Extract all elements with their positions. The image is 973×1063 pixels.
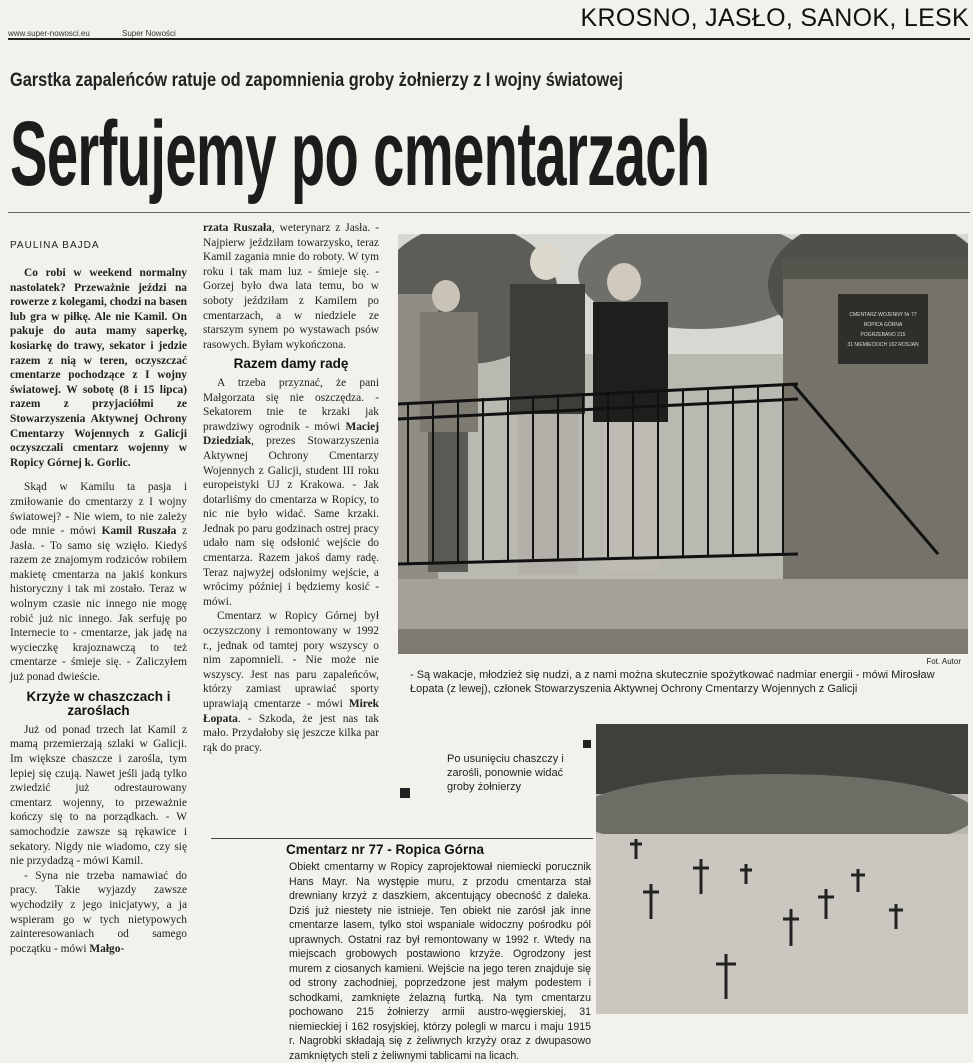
section-title: KROSNO, JASŁO, SANOK, LESK: [580, 4, 969, 32]
graves-photo: [596, 724, 968, 1014]
paragraph: Już od ponad trzech lat Kamil z mamą przemierzają szlaki w Galicji. Im większe chaszcze i zarośla, tym lepiej się czują. Nawet jeśli jadą tylko zwiedzić już odrestaurowany cmentarz wojenny, to przeważnie kończy się to na porządkach. - W samochodzie zawsze są rękawice i sekatory. Nigdy nie wiadomo, czy się nie przydadzą - mówi Kamil.: [10, 723, 187, 868]
graves-illustration: [596, 724, 968, 1014]
byline: PAULINA BAJDA: [10, 240, 100, 251]
subheading: Razem damy radę: [233, 356, 349, 372]
group-photo: [398, 234, 968, 654]
photo-caption: - Są wakacje, młodzież się nudzi, a z nami można skutecznie spożytkować nadmiar energii - mówi Mirosław Łopata (z lewej), członek Stowarzyszenia Aktywnej Ochrony Cmentarzy Wojennych z Galicji: [410, 669, 935, 695]
article-lead: Co robi w weekend normalny nastolatek? Przeważnie jeździ na rowerze z kolegami, chodzi na basen lub gra w piłkę. Ale nie Kamil. On pakuje do auta mamy saperkę, kosiarkę do trawy, sekator i jedzie razem z nią w teren, oczyszczać cmentarze pochodzące z I wojny światowej. W sobotę (8 i 15 lipca) razem z przyjaciółmi ze Stowarzyszenia Aktywnej Ochrony Cmentarzy Wojennych z Galicji oczyszczali cmentarz wojenny w Ropicy Górnej k. Gorlic.: [10, 267, 187, 469]
article-kicker: Garstka zapaleńców ratuje od zapomnienia groby żołnierzy z I wojny światowej: [10, 70, 623, 91]
svg-text:POGRZEBANO 215: POGRZEBANO 215: [860, 332, 906, 338]
svg-text:ROPICA GÓRNA: ROPICA GÓRNA: [863, 322, 903, 328]
cemetery-gate-illustration: [398, 234, 968, 654]
paragraph: Cmentarz w Ropicy Górnej był oczyszczony i remontowany w 1992 r., jednak od tamtej pory wszyscy o nim zapomnieli. - Nie może nie wszyscy. Jest nas paru zapaleńców, którzy zamiast uprawiać sporty uprawiają cmentarze - mówi Mirek Łopata. - Szkoda, że jest nas tak mało. Przydałoby się jeszcze kilka par rąk do pracy.: [203, 610, 379, 754]
paragraph: A trzeba przyznać, że pani Małgorzata się nie oszczędza. - Sekatorem tnie te krzaki jak prawdziwy ogrodnik - mówi Maciej Dziedziak, prezes Stowarzyszenia Aktywnej Ochrony Cmentarzy Wojennych z Galicji, student III roku europeistyki UJ z Krakowa. - Jak dotarliśmy do cmentarza w Ropicy, to nic nie było widać. Same krzaki. Jednak po paru godzinach ostrej pracy udało nam się odsłonić wejście do cmentarza. Razem jakoś damy radę. Teraz najwyżej odsłonimy wejście, a wrócimy później i będziemy kosić - mówi.: [203, 376, 379, 608]
header-rule: [8, 38, 970, 40]
box-title: Cmentarz nr 77 - Ropica Górna: [286, 842, 485, 857]
box-text: Obiekt cmentarny w Ropicy zaprojektował niemiecki porucznik Hans Mayr. Na występie muru, z przodu cmentarza stał drewniany krzyż z daszkiem, akcentujący obecność z daleka. Dziś już niestety nie istnieje. Ten obiekt nie zarósł jak inne cmentarze lasem, tylko stoi wspaniale widoczny pośrodku pól uprawnych. Ostatni raz był remontowany w 1992 r. Wtedy na miejscach grobowych postawiono krzyże. Ogrodzony jest murem z ciosanych kamieni. Wejście na jego teren znajduje się od strony zachodniej, poprzedzone jest małym podestem i schodkami, zamknięte żelazną furtką. Na tym cmentarzu pochowano 215 żołnierzy armii austro-węgierskiej, 31 niemieckiej i 162 rosyjskiej, którzy polegli w marcu i maju 1915 r. Nagrobki składają się z żeliwnych krzyży oraz z dwupasowo zamkniętych steli z żeliwnymi tablicami na licach.: [289, 861, 591, 1062]
box-rule: [211, 838, 593, 839]
paper-name: Super Nowości: [122, 29, 176, 38]
article-headline: Serfujemy po cmentarzach: [10, 103, 710, 205]
column-1: [10, 266, 187, 956]
paragraph: - Syna nie trzeba namawiać do pracy. Takie wyjazdy zawsze wychodziły z jego inicjatywy, a ja wspieram go w tych nietypowych zainteresowaniach od samego początku - mówi Małgo-: [10, 869, 187, 955]
column-2: [203, 221, 379, 755]
subheading: Krzyże w chaszczach i zaroślach: [26, 688, 171, 719]
caption-marker: [400, 788, 410, 798]
paragraph: Skąd w Kamilu ta pasja i zmiłowanie do cmentarzy z I wojny światowej? - Nie wiem, to nie zależy ode mnie - mówi Kamil Ruszała z Jasła. - To samo się wzięło. Kiedyś razem ze znajomym rodziców robiłem makietę cmentarza na jakiś konkurs historyczny i tak mi zostało. Teraz w wolnym czasie nic innego nie mogę robić już nic innego. Jak serfuję po Internecie to - cmentarze, jak jadę na wycieczkę krajoznawczą to też cmentarze - śmieje się. - Zaliczyłem już ponad dwieście.: [10, 481, 188, 684]
svg-text:CMENTARZ WOJENNY Nr 77: CMENTARZ WOJENNY Nr 77: [849, 312, 917, 318]
paper-url: www.super-nowosci.eu: [8, 29, 90, 38]
caption-marker: [583, 740, 591, 748]
svg-text:31 NIEMIECKICH 162 ROSJAN: 31 NIEMIECKICH 162 ROSJAN: [847, 342, 919, 348]
paragraph: rzata Ruszała, weterynarz z Jasła. - Najpierw jeździłam towarzysko, teraz Kamil zagania mnie do roboty. W tym roku i tak mam luz - śmieje się. - Gorzej było dwa lata temu, bo w soboty jeździłam z Kamilem po cmentarzach, a w niedziele ze starszym synem po wystawach psów rasowych. Byłam wykończona.: [203, 222, 380, 351]
headline-rule: [8, 212, 970, 213]
photo-caption: Po usunięciu chaszczy i zarośli, ponownie widać groby żołnierzy: [447, 753, 564, 793]
photo-credit: Fot. Autor: [926, 657, 961, 666]
